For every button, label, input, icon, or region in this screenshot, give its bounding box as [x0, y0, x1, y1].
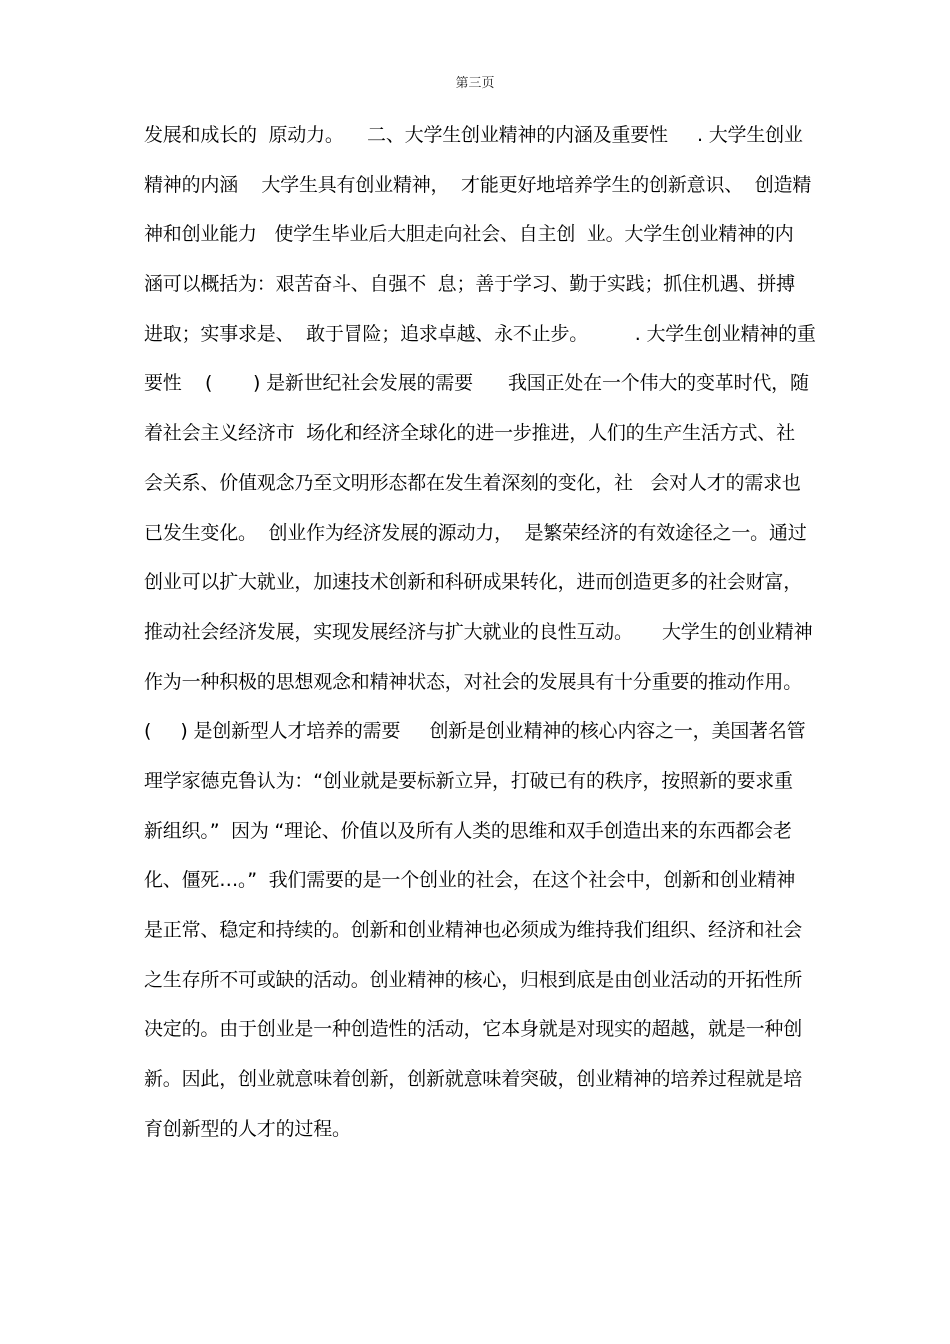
text-line: 新组织。” 因为 “理论、价值以及所有人类的思维和双手创造出来的东西都会老	[144, 819, 792, 842]
text-line: ( ) 是创新型人才培养的需要 创新是创业精神的核心内容之一，美国著名管	[144, 720, 806, 743]
text-line: 着社会主义经济市 场化和经济全球化的进一步推进，人们的生产生活方式、社	[144, 422, 795, 445]
text-line: 是正常、稳定和持续的。创新和创业精神也必须成为维持我们组织、经济和社会	[144, 919, 803, 941]
text-line: 进取；实事求是、 敢于冒险；追求卓越、永不止步。 . 大学生创业精神的重	[144, 322, 816, 345]
text-line: 神和创业能力 使学生毕业后大胆走向社会、自主创 业。大学生创业精神的内	[144, 223, 794, 246]
text-line: 创业可以扩大就业，加速技术创新和科研成果转化，进而创造更多的社会财富，	[144, 571, 803, 594]
body-text	[144, 120, 814, 1163]
text-line: 作为一种积极的思想观念和精神状态，对社会的发展具有十分重要的推动作用。	[144, 670, 803, 693]
page-header: 第三页	[455, 76, 495, 91]
text-line: 理学家德克鲁认为：“创业就是要标新立异，打破已有的秩序，按照新的要求重	[144, 769, 793, 792]
text-line: 涵可以概括为：艰苦奋斗、自强不 息；善于学习、勤于实践；抓住机遇、拼搏	[144, 273, 795, 296]
text-line: 化、僵死…。” 我们需要的是一个创业的社会，在这个社会中，创新和创业精神	[144, 869, 796, 892]
text-line: 会关系、价值观念乃至文明形态都在发生着深刻的变化，社 会对人才的需求也	[144, 471, 801, 494]
text-line: 发展和成长的 原动力。 二、大学生创业精神的内涵及重要性 . 大学生创业	[144, 124, 803, 146]
text-line: 育创新型的人才的过程。	[144, 1117, 351, 1140]
text-line: 推动社会经济发展，实现发展经济与扩大就业的良性互动。 大学生的创业精神	[144, 620, 813, 643]
text-line: 之生存所不可或缺的活动。创业精神的核心，归根到底是由创业活动的开拓性所	[144, 968, 803, 991]
text-line: 已发生变化。 创业作为经济发展的源动力， 是繁荣经济的有效途径之一。通过	[144, 521, 807, 544]
text-line: 精神的内涵 大学生具有创业精神， 才能更好地培养学生的创新意识、 创造精	[144, 173, 812, 196]
text-line: 要性 ( ) 是新世纪社会发展的需要 我国正处在一个伟大的变革时代，随	[144, 372, 809, 395]
text-line: 决定的。由于创业是一种创造性的活动，它本身就是对现实的超越，就是一种创	[144, 1018, 803, 1041]
text-line: 新。因此，创业就意味着创新，创新就意味着突破，创业精神的培养过程就是培	[144, 1068, 803, 1091]
